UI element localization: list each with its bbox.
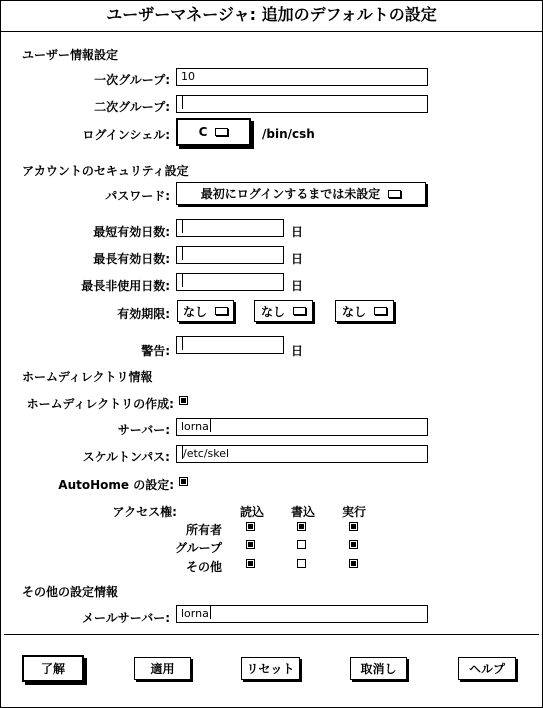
mail-server-input[interactable] <box>176 605 428 623</box>
password-label: パスワード: <box>105 189 170 203</box>
secondary-group-label: 二次グループ: <box>94 100 170 114</box>
max-inactive-input[interactable] <box>176 273 284 291</box>
text-caret <box>182 247 183 260</box>
section-misc: その他の設定情報 <box>22 585 119 599</box>
owner-exec-checkbox[interactable] <box>349 522 358 531</box>
section-security: アカウントのセキュリティ設定 <box>22 164 189 178</box>
login-shell-label: ログインシェル: <box>82 128 170 142</box>
expire-year-menu-button[interactable] <box>335 300 394 322</box>
other-write-checkbox[interactable] <box>297 559 306 568</box>
perm-row-group-label: グループ <box>174 541 222 555</box>
menu-indicator-icon <box>374 307 387 315</box>
window-title: ユーザーマネージャ: 追加のデフォルトの設定 <box>0 0 543 32</box>
perm-row-owner-label: 所有者 <box>185 523 222 537</box>
min-days-label: 最短有効日数: <box>93 225 170 239</box>
mail-server-value: lorna <box>181 607 209 620</box>
owner-read-checkbox[interactable] <box>246 522 255 531</box>
skeleton-path-label: スケルトンパス: <box>82 450 170 464</box>
max-days-input[interactable] <box>176 246 284 264</box>
expire-month-value: なし <box>260 304 285 319</box>
menu-indicator-icon <box>388 190 401 198</box>
menu-indicator-icon <box>215 307 228 315</box>
cancel-button[interactable]: 取消し <box>350 657 407 680</box>
col-write-header: 書込 <box>291 505 316 519</box>
apply-button[interactable]: 適用 <box>134 657 191 680</box>
other-exec-checkbox[interactable] <box>349 559 358 568</box>
group-write-checkbox[interactable] <box>297 540 306 549</box>
autohome-label: AutoHome の設定: <box>58 478 174 492</box>
warning-input[interactable] <box>176 336 284 354</box>
mail-server-label: メールサーバー: <box>82 611 170 625</box>
warning-unit: 日 <box>291 344 304 358</box>
secondary-group-input[interactable] <box>176 95 428 113</box>
text-caret <box>210 419 211 432</box>
ok-button[interactable]: 了解 <box>22 655 84 682</box>
max-days-label: 最長有効日数: <box>93 252 170 266</box>
min-days-input[interactable] <box>176 219 284 237</box>
max-days-unit: 日 <box>291 252 304 266</box>
server-value: lorna <box>181 420 209 433</box>
warning-label: 警告: <box>141 344 170 358</box>
primary-group-label: 一次グループ: <box>94 73 170 87</box>
help-button[interactable]: ヘルプ <box>458 657 516 680</box>
login-shell-value: C <box>198 125 208 139</box>
create-home-checkbox[interactable] <box>179 396 188 405</box>
reset-button[interactable]: リセット <box>241 657 300 680</box>
password-menu-button[interactable] <box>176 182 426 205</box>
other-read-checkbox[interactable] <box>246 559 255 568</box>
skeleton-path-value: /etc/skel <box>183 447 230 460</box>
server-input[interactable] <box>176 418 428 436</box>
section-home-dir: ホームディレクトリ情報 <box>22 370 153 384</box>
autohome-checkbox[interactable] <box>179 477 188 486</box>
login-shell-path: /bin/csh <box>262 127 315 141</box>
group-read-checkbox[interactable] <box>246 540 255 549</box>
col-read-header: 読込 <box>240 505 265 519</box>
owner-write-checkbox[interactable] <box>297 522 306 531</box>
expire-year-value: なし <box>341 304 366 319</box>
password-value: 最初にログインするまでは未設定 <box>200 187 381 201</box>
expire-day-menu-button[interactable] <box>177 300 234 322</box>
divider <box>4 634 539 635</box>
perm-row-other-label: その他 <box>185 560 222 574</box>
section-user-info: ユーザー情報設定 <box>22 48 119 62</box>
group-exec-checkbox[interactable] <box>349 540 358 549</box>
primary-group-value: 10 <box>181 70 195 83</box>
skeleton-path-input[interactable] <box>176 445 428 463</box>
max-inactive-label: 最長非使用日数: <box>81 279 170 293</box>
max-inactive-unit: 日 <box>291 279 304 293</box>
access-rights-label: アクセス権: <box>112 505 177 519</box>
expire-day-value: なし <box>182 304 207 319</box>
text-caret <box>182 274 183 287</box>
text-caret <box>182 220 183 233</box>
menu-indicator-icon <box>293 307 306 315</box>
text-caret <box>210 606 211 619</box>
min-days-unit: 日 <box>291 225 304 239</box>
server-label: サーバー: <box>117 423 170 437</box>
create-home-label: ホームディレクトリの作成: <box>26 397 174 411</box>
login-shell-menu-button[interactable] <box>176 118 251 146</box>
primary-group-input[interactable] <box>176 68 428 86</box>
text-caret <box>182 96 183 109</box>
expire-month-menu-button[interactable] <box>254 300 313 322</box>
expire-label: 有効期限: <box>117 307 170 321</box>
col-exec-header: 実行 <box>342 505 367 519</box>
text-caret <box>182 337 183 350</box>
menu-indicator-icon <box>215 128 228 136</box>
